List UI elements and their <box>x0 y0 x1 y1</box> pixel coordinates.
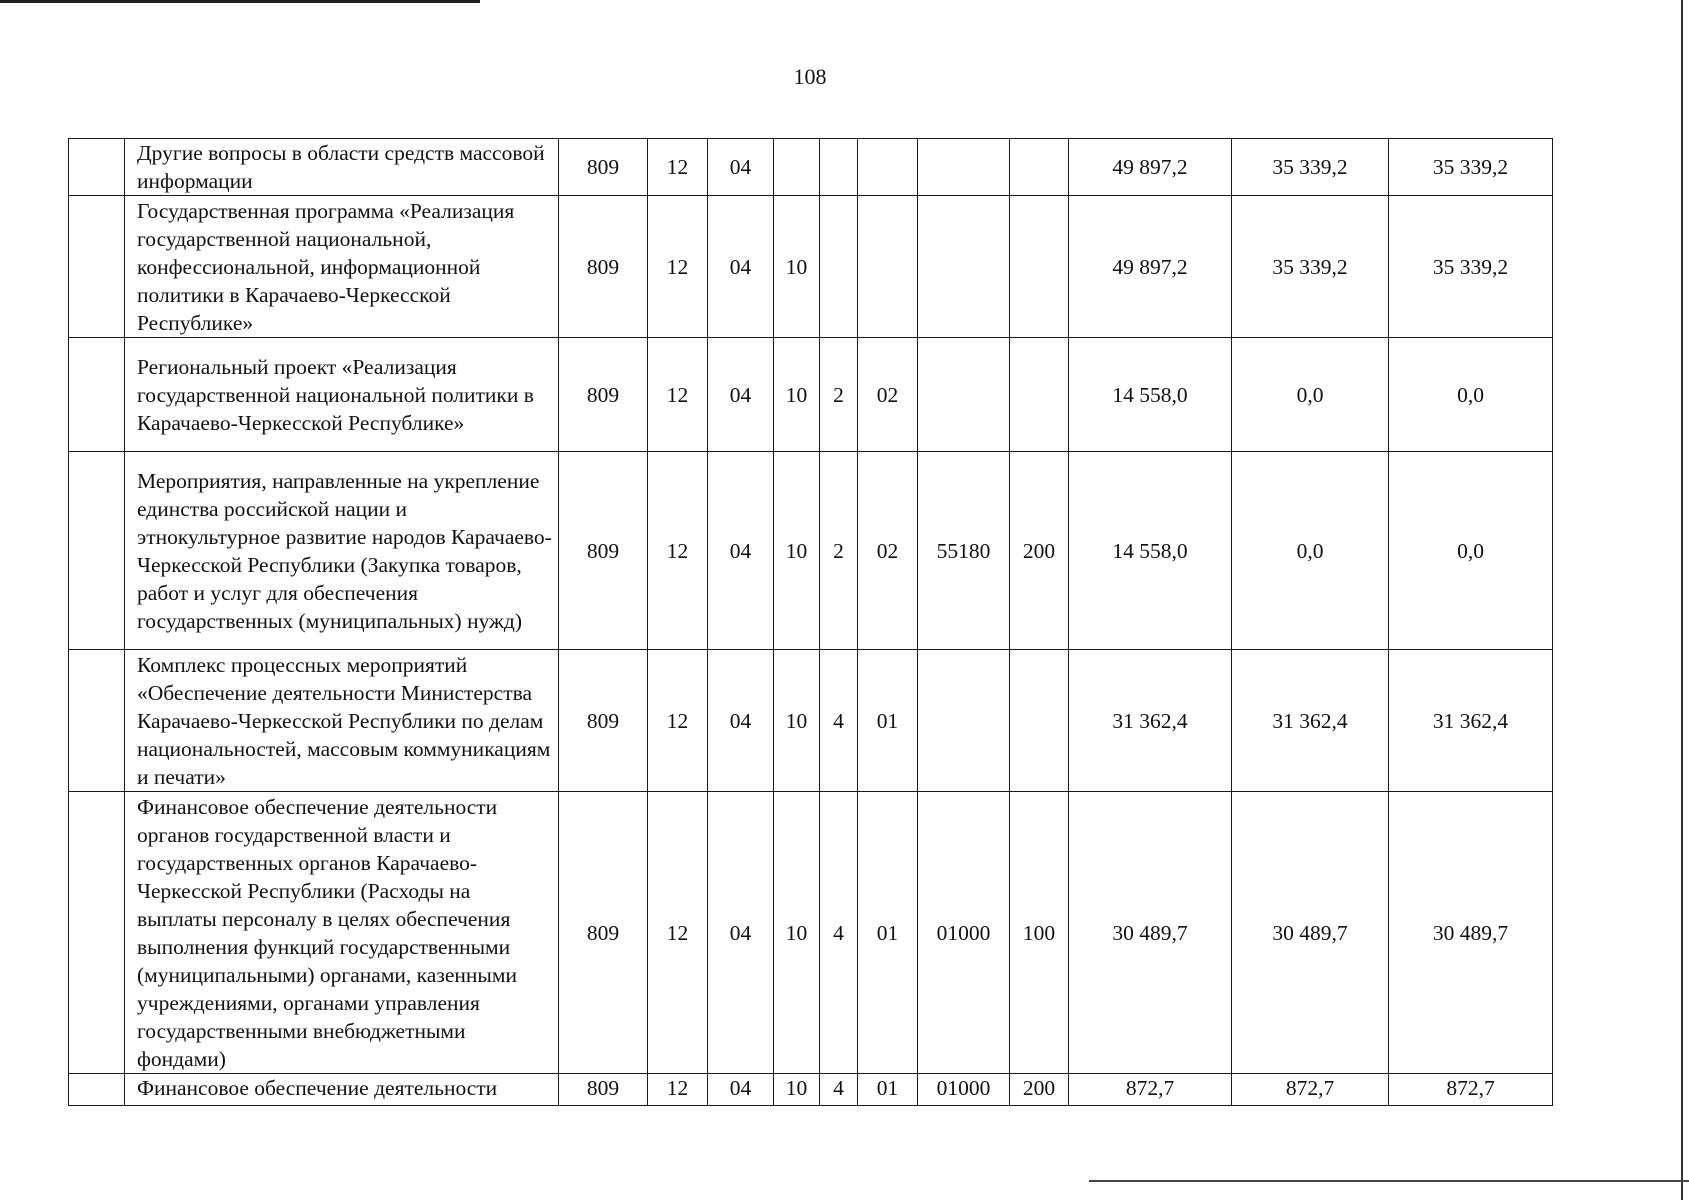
code-subsection: 04 <box>708 1074 774 1106</box>
code-direction <box>918 650 1010 792</box>
code-direction <box>918 139 1010 196</box>
row-number-cell <box>69 792 125 1074</box>
table-row <box>69 139 1553 196</box>
code-ministry: 809 <box>559 338 648 452</box>
amount-1: 872,7 <box>1069 1074 1232 1106</box>
code-program: 10 <box>774 650 820 792</box>
code-expense-type <box>1010 139 1069 196</box>
code-direction: 01000 <box>918 792 1010 1074</box>
code-structure: 02 <box>858 452 918 650</box>
row-number-cell <box>69 139 125 196</box>
amount-2: 35 339,2 <box>1232 139 1389 196</box>
code-type <box>820 139 858 196</box>
code-section: 12 <box>648 452 708 650</box>
code-type: 2 <box>820 338 858 452</box>
code-expense-type <box>1010 196 1069 338</box>
amount-2: 0,0 <box>1232 338 1389 452</box>
code-subsection: 04 <box>708 792 774 1074</box>
code-section: 12 <box>648 338 708 452</box>
code-ministry: 809 <box>559 650 648 792</box>
scan-edge-right <box>1681 0 1683 1200</box>
code-section: 12 <box>648 650 708 792</box>
amount-2: 31 362,4 <box>1232 650 1389 792</box>
code-expense-type: 200 <box>1010 1074 1069 1106</box>
scan-edge-bottom <box>1089 1180 1689 1182</box>
code-expense-type: 100 <box>1010 792 1069 1074</box>
amount-1: 31 362,4 <box>1069 650 1232 792</box>
code-subsection: 04 <box>708 338 774 452</box>
code-program: 10 <box>774 338 820 452</box>
amount-1: 14 558,0 <box>1069 338 1232 452</box>
amount-1: 49 897,2 <box>1069 196 1232 338</box>
row-number-cell <box>69 452 125 650</box>
amount-3: 30 489,7 <box>1389 792 1553 1074</box>
row-name: Финансовое обеспечение деятельности органов государственной власти и государственных органов Карачаево-Черкесской Республики (Расходы на выплаты персоналу в целях обеспечения выполнения функций государственными (муниципальными) органами, казенными учреждениями, органами управления государственными внебюджетными фондами) <box>125 792 559 1074</box>
code-section: 12 <box>648 792 708 1074</box>
code-direction: 01000 <box>918 1074 1010 1106</box>
row-name: Другие вопросы в области средств массовой информации <box>125 139 559 196</box>
code-type: 2 <box>820 452 858 650</box>
amount-3: 31 362,4 <box>1389 650 1553 792</box>
code-direction <box>918 196 1010 338</box>
row-number-cell <box>69 1074 125 1106</box>
amount-3: 35 339,2 <box>1389 196 1553 338</box>
row-number-cell <box>69 650 125 792</box>
row-number-cell <box>69 196 125 338</box>
code-type: 4 <box>820 792 858 1074</box>
amount-3: 35 339,2 <box>1389 139 1553 196</box>
amount-2: 872,7 <box>1232 1074 1389 1106</box>
table-row <box>69 452 1553 650</box>
amount-3: 0,0 <box>1389 452 1553 650</box>
code-ministry: 809 <box>559 452 648 650</box>
code-subsection: 04 <box>708 452 774 650</box>
code-structure <box>858 139 918 196</box>
code-ministry: 809 <box>559 792 648 1074</box>
table-row <box>69 1074 1553 1106</box>
code-ministry: 809 <box>559 196 648 338</box>
table-row <box>69 650 1553 792</box>
code-subsection: 04 <box>708 139 774 196</box>
row-name: Региональный проект «Реализация государственной национальной политики в Карачаево-Черкесской Республике» <box>125 338 559 452</box>
amount-2: 0,0 <box>1232 452 1389 650</box>
row-name: Финансовое обеспечение деятельности <box>125 1074 559 1106</box>
code-expense-type <box>1010 650 1069 792</box>
row-name: Мероприятия, направленные на укрепление единства российской нации и этнокультурное развитие народов Карачаево-Черкесской Республики (Закупка товаров, работ и услуг для обеспечения государственных (муниципальных) нужд) <box>125 452 559 650</box>
code-subsection: 04 <box>708 650 774 792</box>
amount-1: 14 558,0 <box>1069 452 1232 650</box>
code-program: 10 <box>774 792 820 1074</box>
code-structure: 01 <box>858 1074 918 1106</box>
amount-2: 30 489,7 <box>1232 792 1389 1074</box>
amount-3: 0,0 <box>1389 338 1553 452</box>
table-row <box>69 338 1553 452</box>
table-row <box>69 792 1553 1074</box>
code-structure: 02 <box>858 338 918 452</box>
code-ministry: 809 <box>559 139 648 196</box>
code-program: 10 <box>774 196 820 338</box>
code-subsection: 04 <box>708 196 774 338</box>
code-direction <box>918 338 1010 452</box>
code-section: 12 <box>648 1074 708 1106</box>
code-program: 10 <box>774 1074 820 1106</box>
amount-3: 872,7 <box>1389 1074 1553 1106</box>
amount-2: 35 339,2 <box>1232 196 1389 338</box>
row-name: Комплекс процессных мероприятий «Обеспечение деятельности Министерства Карачаево-Черкесской Республики по делам национальностей, массовым коммуникациям и печати» <box>125 650 559 792</box>
amount-1: 30 489,7 <box>1069 792 1232 1074</box>
code-expense-type: 200 <box>1010 452 1069 650</box>
code-expense-type <box>1010 338 1069 452</box>
row-name: Государственная программа «Реализация государственной национальной, конфессиональной, информационной политики в Карачаево-Черкесской Республике» <box>125 196 559 338</box>
code-structure: 01 <box>858 650 918 792</box>
page-number: 108 <box>793 64 827 89</box>
budget-table <box>68 138 1553 1106</box>
code-program: 10 <box>774 452 820 650</box>
table-row <box>69 196 1553 338</box>
code-program <box>774 139 820 196</box>
code-ministry: 809 <box>559 1074 648 1106</box>
code-type: 4 <box>820 1074 858 1106</box>
code-section: 12 <box>648 139 708 196</box>
scan-edge-top <box>0 0 480 3</box>
code-structure: 01 <box>858 792 918 1074</box>
code-structure <box>858 196 918 338</box>
code-type <box>820 196 858 338</box>
row-number-cell <box>69 338 125 452</box>
amount-1: 49 897,2 <box>1069 139 1232 196</box>
code-direction: 55180 <box>918 452 1010 650</box>
code-type: 4 <box>820 650 858 792</box>
code-section: 12 <box>648 196 708 338</box>
